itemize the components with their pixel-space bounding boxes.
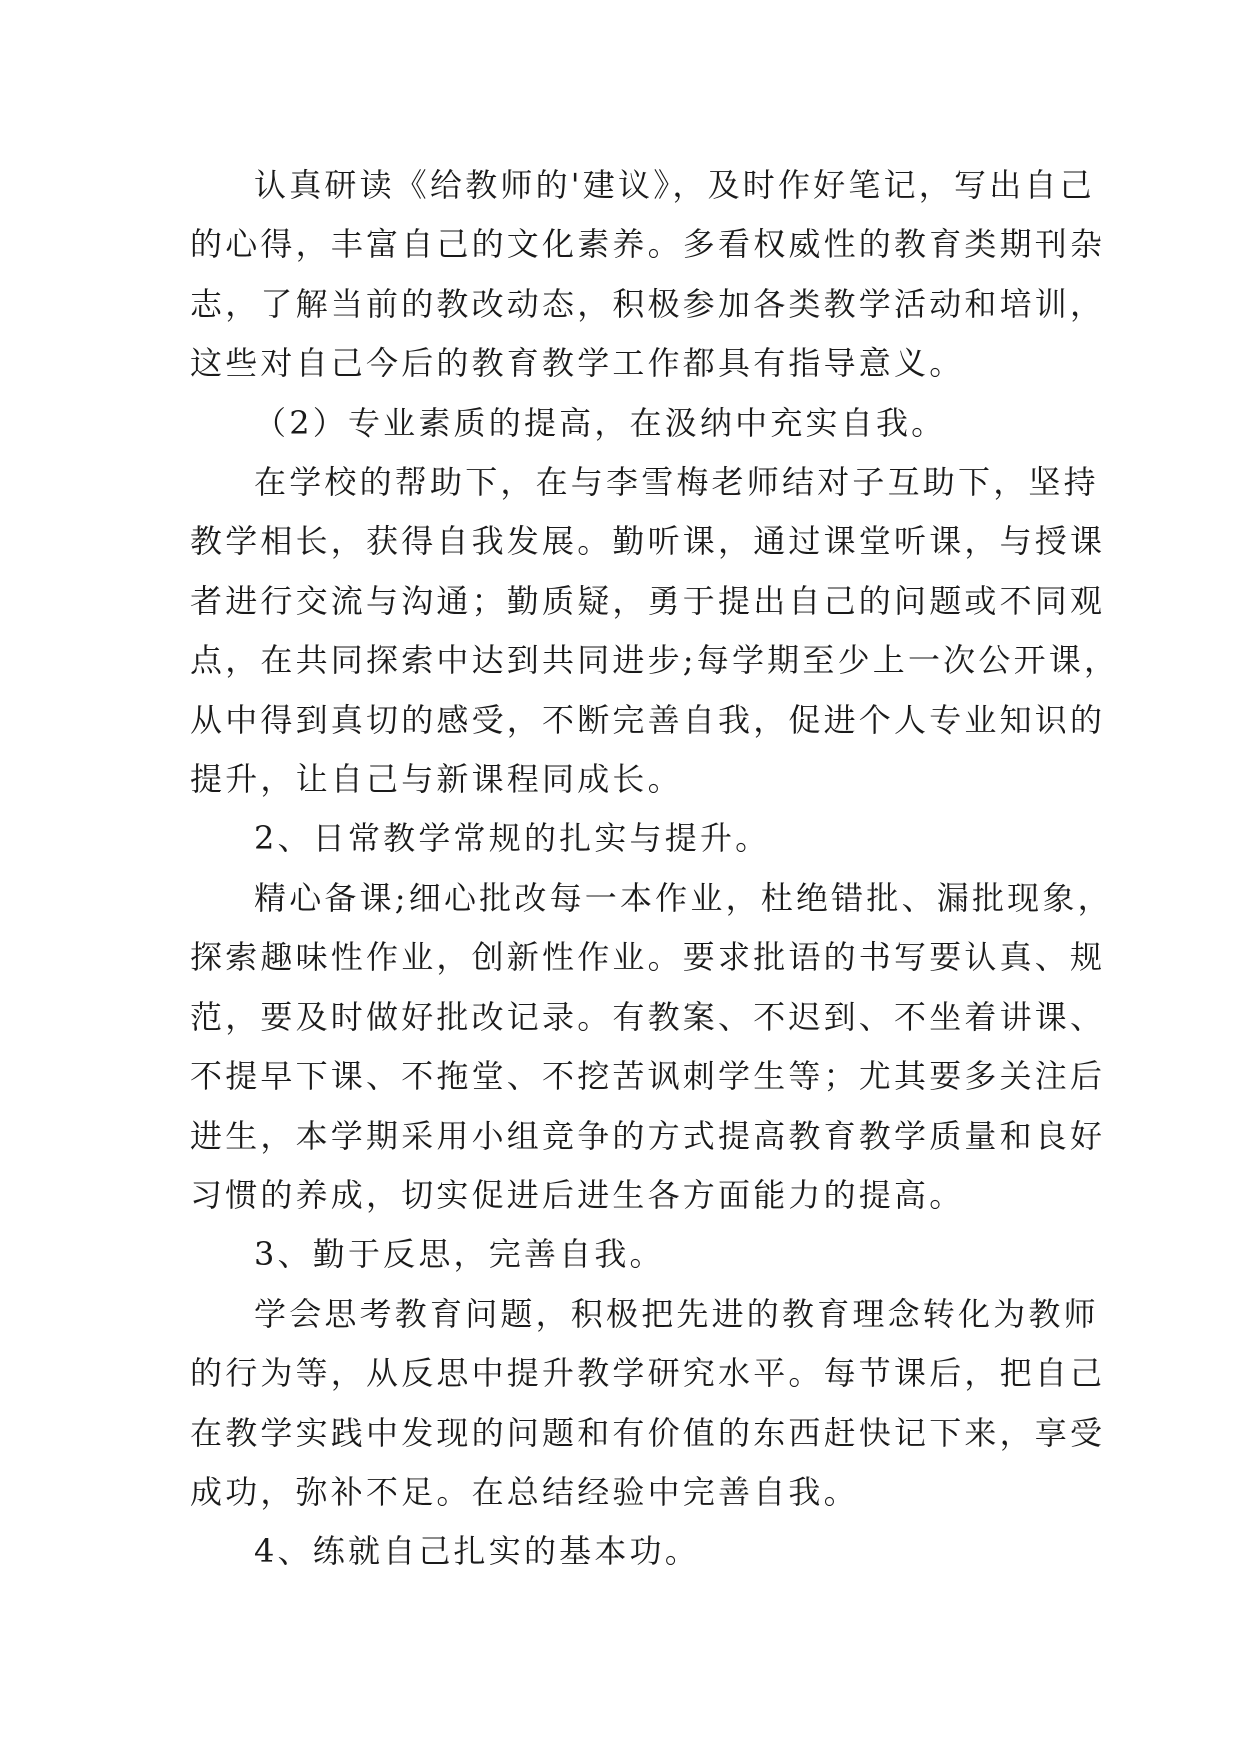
text-line: 志，了解当前的教改动态，积极参加各类教学活动和培训， [190, 284, 1106, 323]
text-line: 从中得到真切的感受，不断完善自我，促进个人专业知识的 [190, 700, 1106, 739]
text-line: 者进行交流与沟通；勤质疑，勇于提出自己的问题或不同观 [190, 581, 1106, 620]
paragraph-first-line: （2）专业素质的提高，在汲纳中充实自我。 [254, 403, 947, 442]
text-line: 教学相长，获得自我发展。勤听课，通过课堂听课，与授课 [190, 522, 1106, 561]
text-line: 在教学实践中发现的问题和有价值的东西赶快记下来，享受 [190, 1413, 1106, 1452]
document-body [190, 156, 1120, 1582]
paragraph-first-line: 3、勤于反思，完善自我。 [254, 1235, 665, 1274]
text-line: 这些对自己今后的教育教学工作都具有指导意义。 [190, 344, 965, 383]
paragraph-first-line: 在学校的帮助下，在与李雪梅老师结对子互助下，坚持 [254, 463, 1099, 502]
paragraph-first-line: 学会思考教育问题，积极把先进的教育理念转化为教师 [254, 1294, 1099, 1333]
paragraph-first-line: 4、练就自己扎实的基本功。 [254, 1532, 700, 1571]
paragraph-first-line: 精心备课;细心批改每一本作业，杜绝错批、漏批现象， [254, 878, 1113, 917]
text-line: 的心得，丰富自己的文化素养。多看权威性的教育类期刊杂 [190, 225, 1106, 264]
paragraph-first-line: 认真研读《给教师的'建议》，及时作好笔记，写出自己 [254, 166, 1095, 204]
text-line: 成功，弥补不足。在总结经验中完善自我。 [190, 1472, 859, 1511]
text-line: 不提早下课、不拖堂、不挖苦讽刺学生等；尤其要多关注后 [190, 1057, 1106, 1096]
text-line: 范，要及时做好批改记录。有教案、不迟到、不坐着讲课、 [190, 997, 1106, 1036]
text-line: 提升，让自己与新课程同成长。 [190, 760, 683, 799]
paragraph-first-line: 2、日常教学常规的扎实与提升。 [254, 819, 771, 858]
text-line: 的行为等，从反思中提升教学研究水平。每节课后，把自己 [190, 1354, 1106, 1393]
text-line: 点，在共同探索中达到共同进步;每学期至少上一次公开课， [190, 641, 1120, 680]
text-line: 探索趣味性作业，创新性作业。要求批语的书写要认真、规 [190, 938, 1106, 977]
text-line: 习惯的养成，切实促进后进生各方面能力的提高。 [190, 1175, 965, 1214]
text-line: 进生，本学期采用小组竞争的方式提高教育教学质量和良好 [190, 1116, 1106, 1155]
